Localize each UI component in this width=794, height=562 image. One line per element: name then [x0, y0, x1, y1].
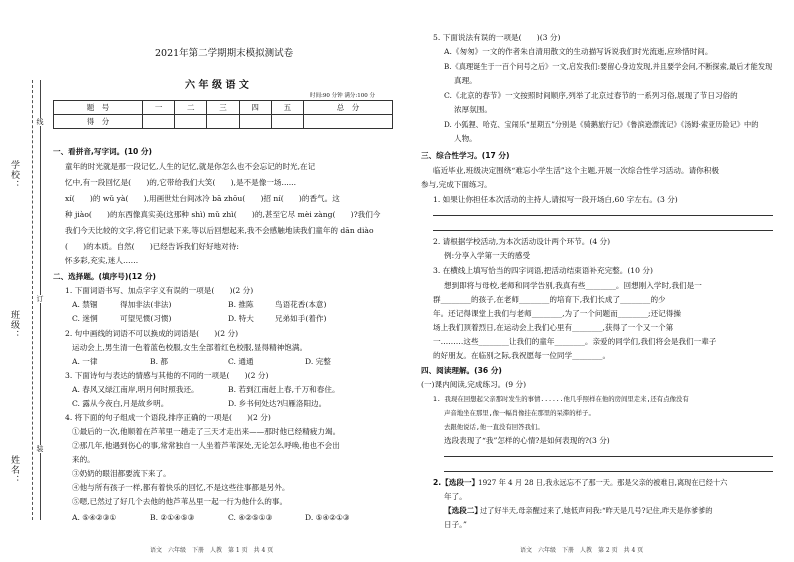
sec1-line: 童年的时光就是那一段记忆,人生的记忆,就是你怎么也不会忘记的时光,在记 [65, 162, 316, 171]
answer-line[interactable] [444, 456, 773, 457]
score-header: 三 [207, 101, 239, 115]
sec3-q3-line: 群________的孩子,在老师________的培育下,我们长成了________的少 [433, 295, 666, 304]
section-4-title: 四、阅读理解。(36 分) [421, 366, 502, 375]
page-footer-left: 语文 六年级 下册 人教 第 1 页 共 4 页 [150, 547, 274, 554]
exam-title: 2021年第二学期期末模拟测试卷 [155, 48, 294, 59]
sec4-subtitle: (一)课内阅读,完成练习。(9 分) [421, 380, 527, 389]
q3-option[interactable]: D. 乡书何处达?归雁洛阳边。 [228, 399, 327, 408]
reading-passage: 去跟他说话,他一直没有回答我们。 [444, 423, 544, 431]
sec3-q3: 3. 在横线上填写恰当的四字词语,把活动结束语补充完整。(10 分) [433, 266, 653, 275]
q4-option[interactable]: A. ⑤④②③① [72, 513, 117, 522]
reading-passage: 声音地坐在那里,像一幅肖像挂在那里的呆滞的样子。 [444, 409, 595, 417]
q2-option[interactable]: A. 一律 [72, 357, 98, 366]
q5-option-cont: 人物。 [454, 134, 477, 143]
q5-option-cont: 真理。 [454, 76, 477, 85]
fold-label-line: 线 [36, 118, 44, 126]
score-cell[interactable] [175, 115, 207, 129]
fold-label-zhuang: 装 [36, 445, 44, 453]
q4-item: ③奶奶的眼泪都要流下来了。 [72, 469, 171, 478]
score-header: 五 [271, 101, 303, 115]
score-cell[interactable] [303, 115, 392, 129]
sec3-q3-line: 的好朋友。在临别之际,我祝愿每一位同学________。 [433, 351, 611, 360]
sec1-line: 忆中,有一段回忆是( )的,它带给我们大笑( ),是不是像一场...... [65, 178, 297, 187]
q4-item: ⑤嗯,已然过了好几个去他的他芦苇丛里一起一行为他什么的事。 [72, 497, 288, 506]
score-row-label: 得 分 [54, 115, 143, 129]
excerpt-1-text: 1927 年 4 月 28 日,我永远忘不了那一天。那是父亲的被难日,离现在已经十六 [478, 478, 728, 487]
reading-question: 选段表现了“我”怎样的心情?是如何表现的?(3 分) [444, 436, 610, 445]
score-header: 总 分 [303, 101, 392, 115]
score-header: 题 号 [54, 101, 143, 115]
question-1: 1. 下面词语书写、加点字字义有误的一项是( )(2 分) [65, 286, 254, 295]
q2-option[interactable]: C. 通通 [228, 357, 254, 366]
sec1-line: 我们今天比较的文字,将它们记录下来,等以后回想起来,我不会感触地读我们童年的 dān diào [65, 226, 374, 235]
q4-option[interactable]: C. ④②⑤①③ [228, 513, 273, 522]
excerpt-1-tag: 2.【选段一】 [433, 478, 480, 487]
excerpt-2-text: 日子。” [444, 520, 467, 529]
page-footer-right: 语文 六年级 下册 人教 第 2 页 共 4 页 [520, 547, 644, 554]
class-label: 班级： [9, 310, 19, 340]
q1-option-detail: 鸟语花香(本意) [275, 300, 327, 309]
q1-option-detail: 可望见惯(习惯) [120, 314, 172, 323]
score-cell[interactable] [239, 115, 271, 129]
exam-subtitle: 六 年 级 语 文 [185, 80, 249, 91]
excerpt-2-text: 过了好半天,母亲醒过来了,她低声问我:“昨天是几号?记住,昨天是你爹爹的 [480, 506, 713, 515]
score-cell[interactable] [207, 115, 239, 129]
time-info: 时间:90 分钟 满分:100 分 [310, 93, 375, 99]
q1-option[interactable]: C. 迷惘 [72, 314, 98, 323]
q5-option[interactable]: C.《北京的春节》一文按照时间顺序,列举了北京过春节的一系列习俗,展现了节日习俗的 [444, 91, 738, 100]
q5-option[interactable]: D. 小狐狸、哈克、宝闹乐“星期五”分别是《骑鹅旅行记》《鲁滨逊漂流记》《汤姆·索亚历险记》中的 [444, 120, 759, 129]
q5-option[interactable]: A.《匆匆》一文的作者朱自清用散文的生动描写诉说我们时光流逝,应珍惜时间。 [444, 47, 713, 56]
sec1-line: ( )的本质。自然( )已经告诉我们好好地对待: [65, 242, 239, 251]
excerpt-2-tag: 【选段二】 [444, 506, 482, 515]
q1-option-detail: 得加非法(非法) [120, 300, 172, 309]
fold-label-ding: 订 [36, 295, 44, 303]
q1-option-detail: 兄弟如手(着作) [275, 314, 327, 323]
score-cell[interactable] [271, 115, 303, 129]
school-label: 学校： [9, 160, 19, 190]
q4-item: ②那几年,他遇到伤心的事,常常独自一人坐着芦苇深处,无论怎么呼唤,他也不会出 [72, 441, 340, 450]
q4-option[interactable]: B. ②①④⑤③ [150, 513, 195, 522]
question-2: 2. 句中画线的词语不可以换成的词语是( )(2 分) [65, 329, 239, 338]
q2-option[interactable]: B. 都 [150, 357, 169, 366]
sec3-q2-example: 例:分享入学第一天的感受 [444, 251, 531, 260]
sec1-line: 种 jiào( )的东西像真实美(这那种 shì) mǔ zhì( )的,甚至它尽 mèi zàng( )?我们今 [65, 210, 381, 219]
q1-option[interactable]: D. 特大 [228, 314, 254, 323]
sec1-line: xí( )的 wǔ yà( ),用画世灶台间冰冷 bā zhōu( )招 ní( )的香气。这 [65, 194, 340, 203]
question-4: 4. 将下面的句子组成一个语段,排序正确的一项是( )(2 分) [65, 413, 271, 422]
sec3-q2: 2. 请根据学校活动,为本次活动设计两个环节。(4 分) [433, 237, 611, 246]
answer-line[interactable] [444, 471, 773, 472]
score-header: 一 [143, 101, 175, 115]
sec3-q3-line: 想到即将与母校,老师和同学告别,我真有些________。回想刚入学时,我们是一 [444, 281, 702, 290]
q2-option[interactable]: D. 完整 [305, 357, 331, 366]
q5-option[interactable]: B.《真理诞生于一百个问号之后》一文,启发我们:要留心身边发现,并且要学会问,不断探索,最后才能发现 [444, 62, 773, 71]
q3-option[interactable]: A. 春风又绿江南岸,明月何时照我还。 [72, 385, 199, 394]
score-table [53, 100, 393, 129]
q5-option-cont: 浓厚氛围。 [454, 105, 492, 114]
q4-option[interactable]: D. ⑤④②①③ [305, 513, 350, 522]
section-3-title: 三、综合性学习。(17 分) [421, 151, 510, 160]
answer-line[interactable] [433, 230, 773, 231]
q1-option[interactable]: A. 禁锢 [72, 300, 98, 309]
sec3-intro: 临近毕业,班级决定围绕“难忘小学生活”这个主题,开展一次综合性学习活动。请你积极 [433, 166, 719, 175]
q4-item: 来的。 [72, 455, 95, 464]
section-2-title: 二、选择题。(填序号)(12 分) [53, 272, 157, 281]
sec3-intro: 参与,完成下面练习。 [421, 180, 492, 189]
score-header: 二 [175, 101, 207, 115]
q2-text: 运动会上,男生清一色着蓝色校服,女生全部着红色校服,显得精神饱满。 [72, 343, 308, 352]
score-header: 四 [239, 101, 271, 115]
binding-line [32, 80, 33, 520]
sec1-line: 怀多彩,充实,迷人…… [65, 256, 139, 265]
q3-option[interactable]: B. 若到江南赶上春,千万和春住。 [228, 385, 340, 394]
name-label: 姓名： [9, 455, 19, 485]
q3-option[interactable]: C. 露从今夜白,月是故乡明。 [72, 399, 169, 408]
excerpt-1-text: 年了。 [444, 492, 467, 501]
sec3-q3-line: 场上我们顶着烈日,在运动会上我们心里有________,获得了一个又一个第 [433, 323, 674, 332]
score-cell[interactable] [143, 115, 175, 129]
answer-line[interactable] [433, 215, 773, 216]
sec3-q3-line: 一………这些________让我们的童年________。亲爱的同学们,我们将会是我们一辈子 [433, 337, 717, 346]
q1-option[interactable]: B. 推陈 [228, 300, 254, 309]
reading-passage: 1. 我现在回想起父亲那时发生的事情......他几乎照样在他的房间里走来,还有点像没有 [433, 395, 689, 403]
question-5: 5. 下面说法有误的一项是( )(3 分) [433, 33, 561, 42]
question-3: 3. 下面诗句与表达的情感与其他的不同的一项是( )(2 分) [65, 371, 269, 380]
section-1-title: 一、看拼音,写字词。(10 分) [53, 147, 152, 156]
sec3-q1: 1. 如果让你担任本次活动的主持人,请拟写一段开场白,60 字左右。(3 分) [433, 195, 678, 204]
q4-item: ①最后的一次,他顺着在芦苇里一趟走了三天才走出来——那时他已经精疲力竭。 [72, 427, 341, 436]
sec3-q3-line: 年。还记得课堂上我们与老师________,为了一个问题而________;还记得操 [433, 309, 681, 318]
q4-item: ④他与所有孩子一样,都有着快乐的回忆,不是这些往事都是另外。 [72, 483, 290, 492]
